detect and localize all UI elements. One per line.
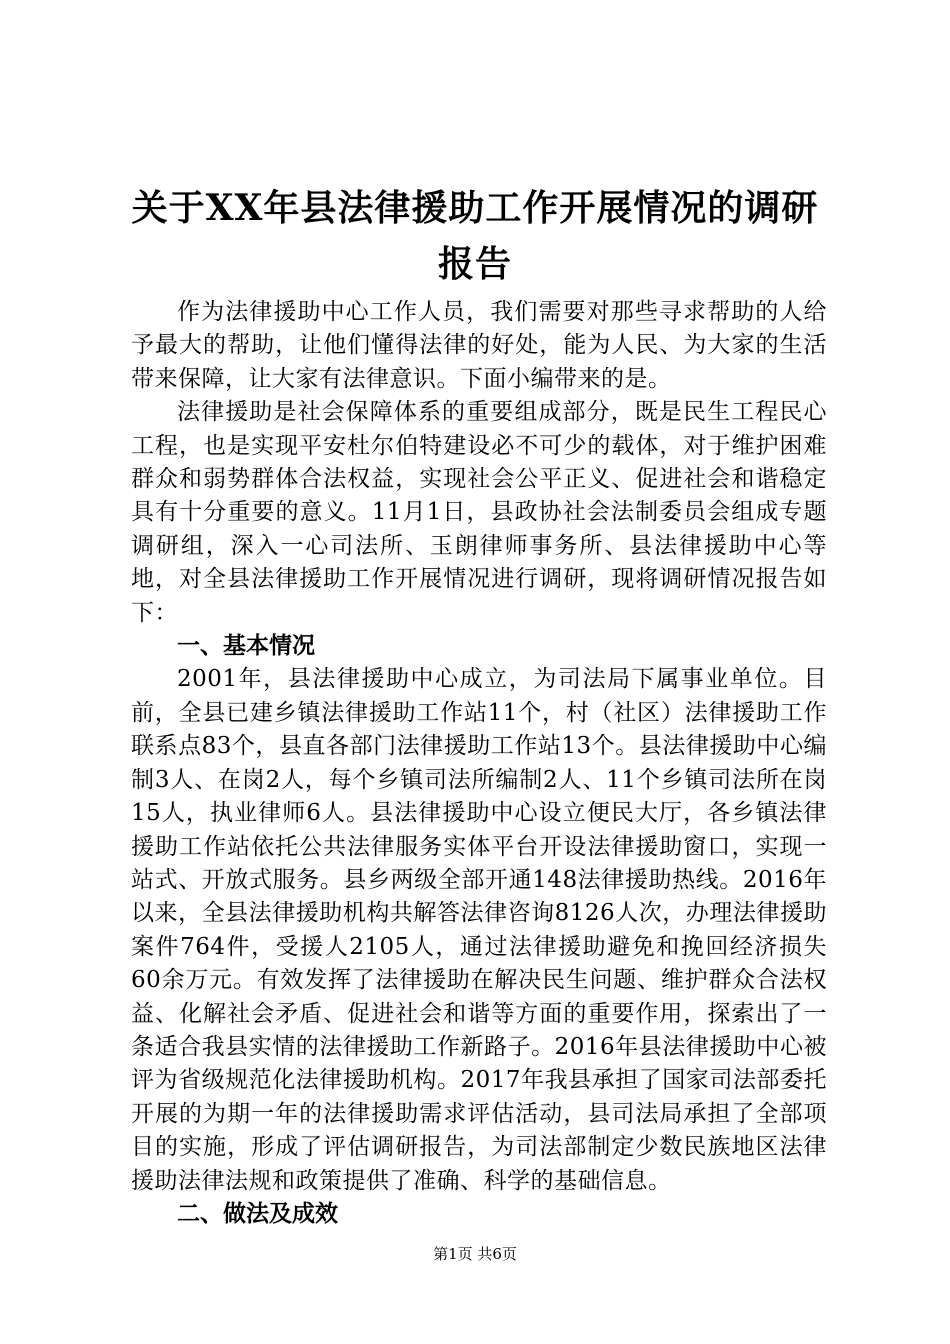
section-heading-practices-results: 二、做法及成效 bbox=[177, 1200, 338, 1227]
overview-paragraph: 法律援助是社会保障体系的重要组成部分，既是民生工程民心工程，也是实现平安杜尔伯特建设必不可少的载体，对于维护困难群众和弱势群体合法权益，实现社会公平正义、促进社会和谐稳定具有十分重要的意义。11月1日，县政协社会法制委员会组成专题调研组，深入一心司法所、玉朗律师事务所、县法律援助中心等地，对全县法律援助工作开展情况进行调研，现将调研情况报告如下： bbox=[131, 399, 827, 626]
document-title: 关于XX年县法律援助工作开展情况的调研报告 bbox=[131, 187, 819, 285]
basic-situation-paragraph: 2001年，县法律援助中心成立，为司法局下属事业单位。目前，全县已建乡镇法律援助工作站11个，村（社区）法律援助工作联系点83个，县直各部门法律援助工作站13个。县法律援助中心编制3人、在岗2人，每个乡镇司法所编制2人、11个乡镇司法所在岗15人，执业律师6人。县法律援助中心设立便民大厅，各乡镇法律援助工作站依托公共法律服务实体平台开设法律援助窗口，实现一站式、开放式服务。县乡两级全部开通148法律援助热线。2016年以来，全县法律援助机构共解答法律咨询8126人次，办理法律援助案件764件，受援人2105人，通过法律援助避免和挽回经济损失60余万元。有效发挥了法律援助在解决民生问题、维护群众合法权益、化解社会矛盾、促进社会和谐等方面的重要作用，探索出了一条适合我县实情的法律援助工作新路子。2016年县法律援助中心被评为省级规范化法律援助机构。2017年我县承担了国家司法部委托开展的为期一年的法律援助需求评估活动，县司法局承担了全部项目的实施，形成了评估调研报告，为司法部制定少数民族地区法律援助法律法规和政策提供了准确、科学的基础信息。 bbox=[131, 666, 827, 1194]
intro-paragraph: 作为法律援助中心工作人员，我们需要对那些寻求帮助的人给予最大的帮助，让他们懂得法律的好处，能为人民、为大家的生活带来保障，让大家有法律意识。下面小编带来的是。 bbox=[131, 299, 827, 392]
page-number-footer: 第1页 共6页 bbox=[433, 1245, 517, 1263]
document-body bbox=[131, 296, 827, 1231]
section-heading-basic-situation: 一、基本情况 bbox=[177, 633, 315, 660]
